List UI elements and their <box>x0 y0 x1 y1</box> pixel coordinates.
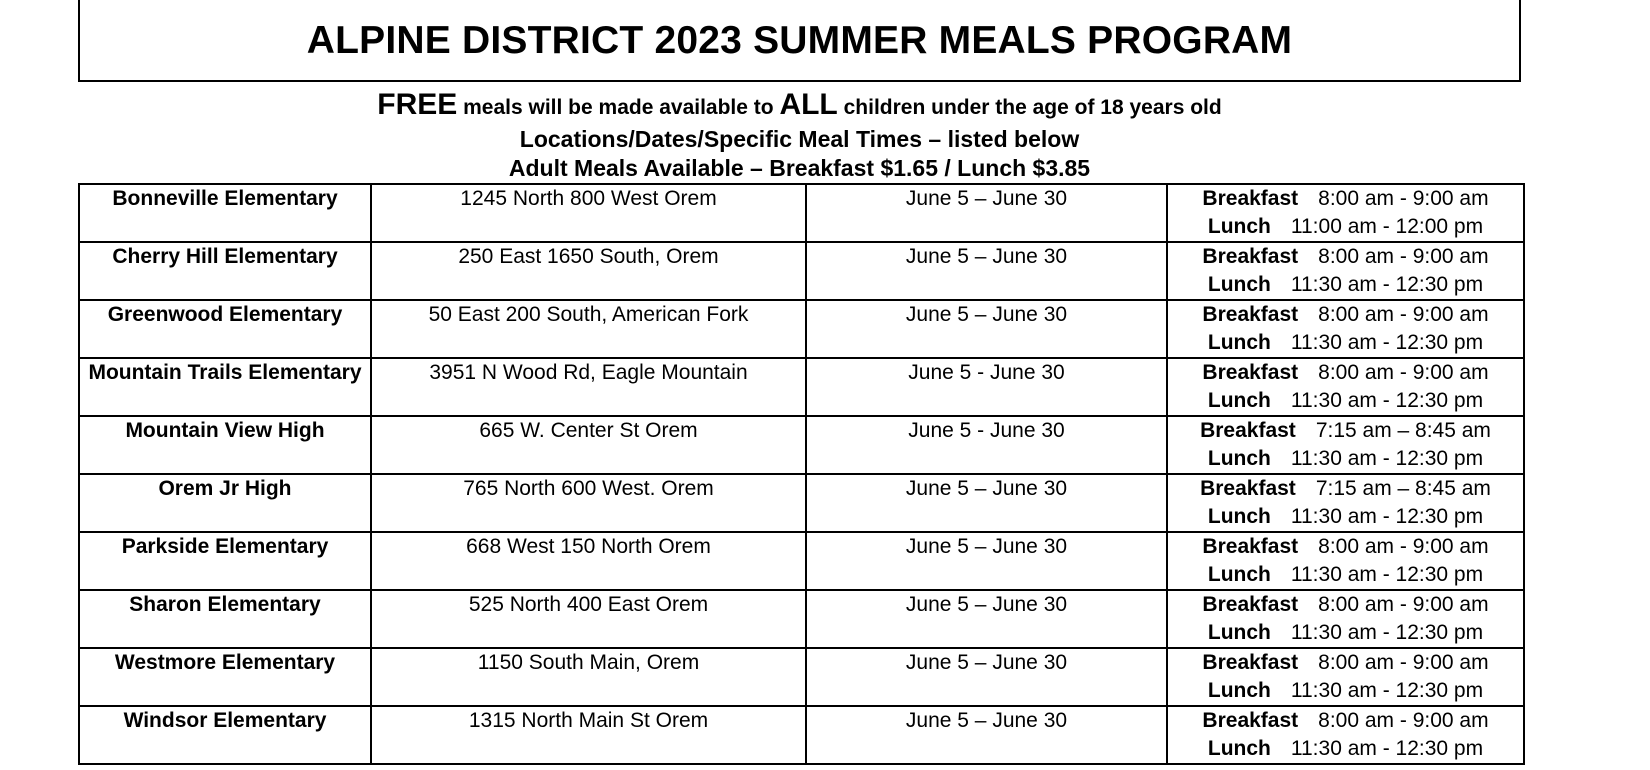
site-address: 1150 South Main, Orem <box>371 648 806 706</box>
lunch-line <box>1168 735 1523 763</box>
free-word: FREE <box>377 88 458 121</box>
breakfast-label: Breakfast <box>1202 187 1299 210</box>
site-meal-times <box>1167 648 1524 706</box>
breakfast-label: Breakfast <box>1202 361 1299 384</box>
site-name: Cherry Hill Elementary <box>79 242 371 300</box>
lunch-time: 11:30 am - 12:30 pm <box>1290 679 1484 702</box>
breakfast-time: 7:15 am – 8:45 am <box>1315 419 1491 442</box>
site-dates: June 5 – June 30 <box>806 706 1167 764</box>
breakfast-line <box>1168 533 1523 561</box>
breakfast-label: Breakfast <box>1202 709 1299 732</box>
site-row <box>79 706 1524 764</box>
breakfast-line <box>1168 417 1523 445</box>
intro-line-free-meals <box>78 88 1521 122</box>
breakfast-time: 8:00 am - 9:00 am <box>1318 245 1489 268</box>
title-box <box>78 0 1521 82</box>
lunch-line <box>1168 677 1523 705</box>
lunch-time: 11:30 am - 12:30 pm <box>1290 331 1484 354</box>
lunch-line <box>1168 445 1523 473</box>
site-dates: June 5 – June 30 <box>806 300 1167 358</box>
breakfast-time: 8:00 am - 9:00 am <box>1318 535 1489 558</box>
breakfast-label: Breakfast <box>1202 593 1299 616</box>
site-dates: June 5 – June 30 <box>806 242 1167 300</box>
site-name: Mountain Trails Elementary <box>79 358 371 416</box>
site-meal-times <box>1167 300 1524 358</box>
site-name: Orem Jr High <box>79 474 371 532</box>
site-address: 765 North 600 West. Orem <box>371 474 806 532</box>
lunch-line <box>1168 329 1523 357</box>
site-name: Bonneville Elementary <box>79 184 371 242</box>
site-address: 668 West 150 North Orem <box>371 532 806 590</box>
site-address: 250 East 1650 South, Orem <box>371 242 806 300</box>
site-address: 50 East 200 South, American Fork <box>371 300 806 358</box>
breakfast-time: 7:15 am – 8:45 am <box>1315 477 1491 500</box>
breakfast-line <box>1168 707 1523 735</box>
meal-sites-body <box>79 184 1524 764</box>
page-title: ALPINE DISTRICT 2023 SUMMER MEALS PROGRAM <box>306 19 1293 62</box>
breakfast-label: Breakfast <box>1202 651 1299 674</box>
site-name: Mountain View High <box>79 416 371 474</box>
breakfast-time: 8:00 am - 9:00 am <box>1318 187 1489 210</box>
breakfast-line <box>1168 359 1523 387</box>
intro-text-b: children under the age of 18 years old <box>837 96 1222 119</box>
lunch-line <box>1168 387 1523 415</box>
site-row <box>79 300 1524 358</box>
site-row <box>79 474 1524 532</box>
all-word: ALL <box>779 88 838 121</box>
lunch-time: 11:30 am - 12:30 pm <box>1290 447 1484 470</box>
site-dates: June 5 – June 30 <box>806 532 1167 590</box>
breakfast-time: 8:00 am - 9:00 am <box>1318 593 1489 616</box>
breakfast-time: 8:00 am - 9:00 am <box>1318 303 1489 326</box>
intro-line-locations: Locations/Dates/Specific Meal Times – listed below <box>519 126 1080 152</box>
lunch-time: 11:30 am - 12:30 pm <box>1290 389 1484 412</box>
lunch-label: Lunch <box>1207 389 1271 412</box>
lunch-time: 11:00 am - 12:00 pm <box>1290 215 1484 238</box>
lunch-time: 11:30 am - 12:30 pm <box>1290 505 1484 528</box>
lunch-time: 11:30 am - 12:30 pm <box>1290 737 1484 760</box>
lunch-line <box>1168 271 1523 299</box>
site-dates: June 5 - June 30 <box>806 358 1167 416</box>
site-meal-times <box>1167 474 1524 532</box>
site-dates: June 5 - June 30 <box>806 416 1167 474</box>
site-address: 525 North 400 East Orem <box>371 590 806 648</box>
lunch-label: Lunch <box>1207 215 1271 238</box>
lunch-time: 11:30 am - 12:30 pm <box>1290 563 1484 586</box>
site-row <box>79 532 1524 590</box>
lunch-line <box>1168 561 1523 589</box>
site-meal-times <box>1167 242 1524 300</box>
breakfast-label: Breakfast <box>1202 245 1299 268</box>
breakfast-time: 8:00 am - 9:00 am <box>1318 709 1489 732</box>
site-meal-times <box>1167 358 1524 416</box>
site-dates: June 5 – June 30 <box>806 474 1167 532</box>
site-row <box>79 590 1524 648</box>
site-name: Windsor Elementary <box>79 706 371 764</box>
site-meal-times <box>1167 532 1524 590</box>
site-row <box>79 648 1524 706</box>
site-row <box>79 184 1524 242</box>
intro-text-a: meals will be made available to <box>457 96 780 119</box>
breakfast-line <box>1168 185 1523 213</box>
lunch-label: Lunch <box>1207 563 1271 586</box>
site-meal-times <box>1167 706 1524 764</box>
breakfast-label: Breakfast <box>1200 477 1296 500</box>
lunch-line <box>1168 213 1523 241</box>
site-address: 3951 N Wood Rd, Eagle Mountain <box>371 358 806 416</box>
site-address: 1245 North 800 West Orem <box>371 184 806 242</box>
site-address: 1315 North Main St Orem <box>371 706 806 764</box>
meal-sites-table <box>78 183 1525 765</box>
lunch-label: Lunch <box>1207 273 1271 296</box>
lunch-line <box>1168 619 1523 647</box>
breakfast-line <box>1168 301 1523 329</box>
site-name: Greenwood Elementary <box>79 300 371 358</box>
lunch-line <box>1168 503 1523 531</box>
site-name: Westmore Elementary <box>79 648 371 706</box>
site-name: Sharon Elementary <box>79 590 371 648</box>
breakfast-line <box>1168 243 1523 271</box>
lunch-label: Lunch <box>1207 621 1271 644</box>
lunch-label: Lunch <box>1207 679 1271 702</box>
lunch-label: Lunch <box>1207 447 1271 470</box>
site-row <box>79 242 1524 300</box>
site-address: 665 W. Center St Orem <box>371 416 806 474</box>
breakfast-line <box>1168 649 1523 677</box>
lunch-time: 11:30 am - 12:30 pm <box>1290 621 1484 644</box>
breakfast-line <box>1168 475 1523 503</box>
breakfast-line <box>1168 591 1523 619</box>
breakfast-time: 8:00 am - 9:00 am <box>1318 651 1489 674</box>
breakfast-label: Breakfast <box>1200 419 1296 442</box>
site-name: Parkside Elementary <box>79 532 371 590</box>
lunch-label: Lunch <box>1207 737 1271 760</box>
breakfast-label: Breakfast <box>1202 303 1299 326</box>
intro-line-adult-meals: Adult Meals Available – Breakfast $1.65 / Lunch $3.85 <box>508 155 1091 181</box>
site-meal-times <box>1167 184 1524 242</box>
lunch-label: Lunch <box>1207 505 1271 528</box>
site-dates: June 5 – June 30 <box>806 184 1167 242</box>
site-dates: June 5 – June 30 <box>806 648 1167 706</box>
breakfast-time: 8:00 am - 9:00 am <box>1318 361 1489 384</box>
site-meal-times <box>1167 416 1524 474</box>
site-meal-times <box>1167 590 1524 648</box>
lunch-label: Lunch <box>1207 331 1271 354</box>
lunch-time: 11:30 am - 12:30 pm <box>1290 273 1484 296</box>
breakfast-label: Breakfast <box>1202 535 1299 558</box>
site-dates: June 5 – June 30 <box>806 590 1167 648</box>
site-row <box>79 358 1524 416</box>
site-row <box>79 416 1524 474</box>
